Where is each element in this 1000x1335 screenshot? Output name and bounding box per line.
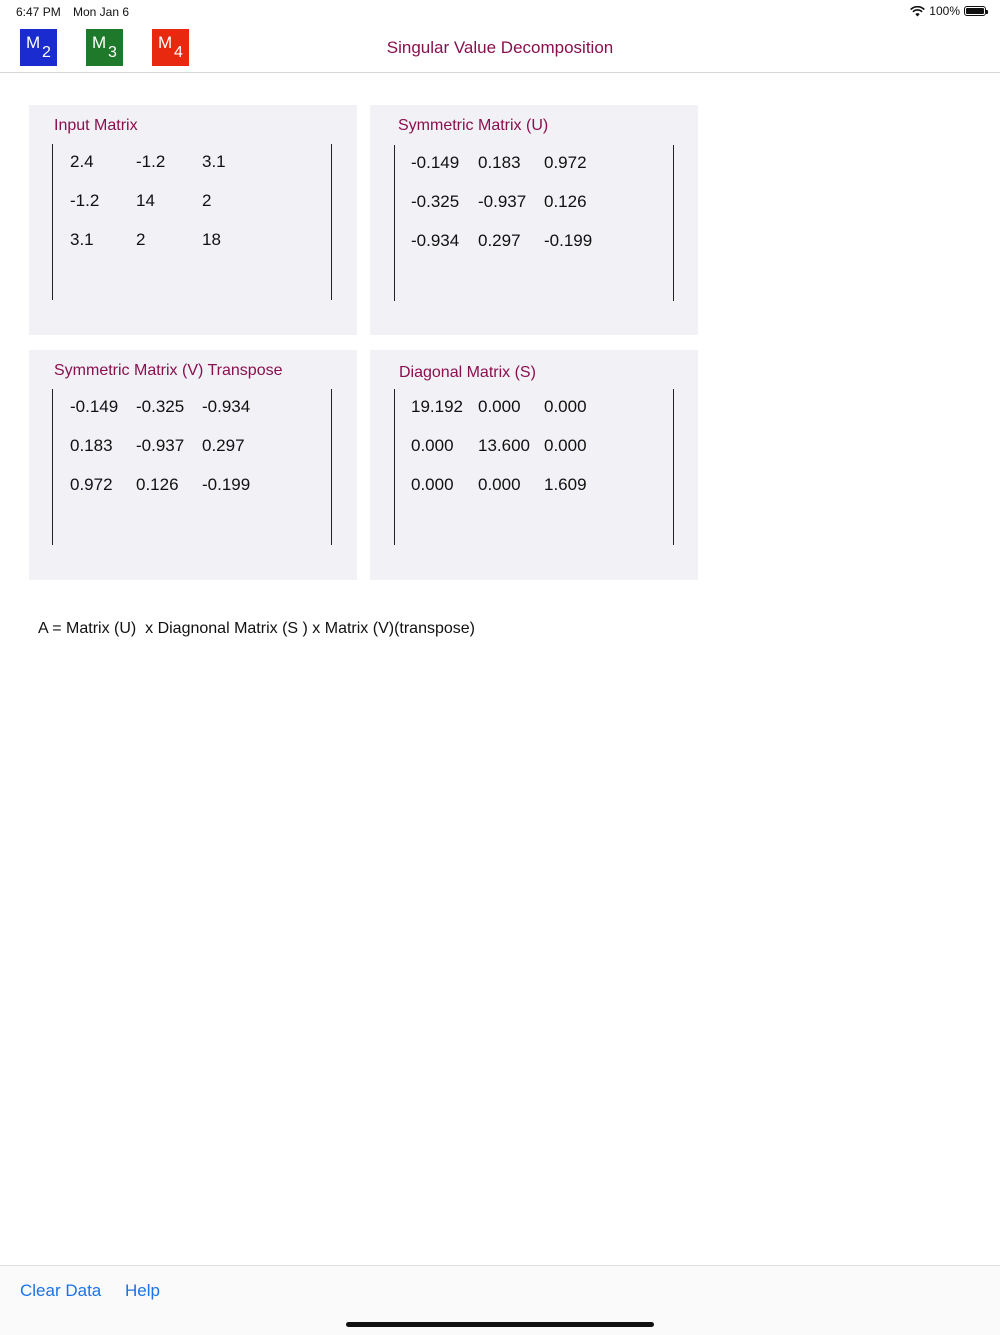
matrix-cell: 0.297 (478, 231, 521, 250)
matrix-cell: -0.934 (202, 397, 251, 416)
matrix-cell: 0.126 (544, 192, 587, 211)
matrix-cell: -0.325 (411, 192, 460, 211)
matrix-cell: 19.192 (411, 397, 463, 416)
matrix-cell: 0.000 (478, 475, 521, 494)
matrix-cell: -0.149 (70, 397, 119, 416)
matrix-right-bracket (673, 389, 674, 545)
matrix-cell: 13.600 (478, 436, 530, 455)
matrix-button-letter: M (92, 33, 107, 52)
status-bar (0, 0, 1000, 24)
matrix-right-bracket (673, 145, 674, 301)
svd-equation: A = Matrix (U) x Diagnonal Matrix (S ) x Matrix (V)(transpose) (38, 620, 475, 637)
matrix-cell: 0.183 (70, 436, 113, 455)
matrix-cell: -0.325 (136, 397, 185, 416)
vt-matrix-card (29, 350, 357, 580)
matrix-cell[interactable]: 18 (202, 230, 221, 249)
matrix-cell: -0.937 (136, 436, 185, 455)
input-matrix-card (29, 105, 357, 335)
matrix-cell[interactable]: -1.2 (70, 191, 100, 210)
clear-data-button[interactable]: Clear Data (20, 1281, 102, 1300)
matrix-cell: -0.937 (478, 192, 527, 211)
matrix-cell: 0.000 (478, 397, 521, 416)
matrix-cell: 0.972 (70, 475, 113, 494)
matrix-cell: 0.297 (202, 436, 245, 455)
home-indicator[interactable] (346, 1322, 654, 1327)
status-date: Mon Jan 6 (73, 5, 130, 19)
card-title: Symmetric Matrix (V) Transpose (54, 362, 283, 379)
matrix-cell: -0.199 (544, 231, 593, 250)
matrix-button-letter: M (158, 33, 173, 52)
navigation-bar (0, 24, 1000, 73)
matrix-cell[interactable]: 2.4 (70, 152, 94, 171)
matrix-button-size: 4 (174, 44, 183, 61)
matrix-cell: -0.149 (411, 153, 460, 172)
matrix-cell[interactable]: 2 (202, 191, 212, 210)
wifi-icon (910, 6, 925, 17)
matrix-left-bracket (52, 144, 53, 300)
matrix-cell[interactable]: 2 (136, 230, 146, 249)
matrix-cell: 0.972 (544, 153, 587, 172)
bottom-toolbar (0, 1265, 1000, 1335)
matrix-cell[interactable]: -1.2 (136, 152, 166, 171)
matrix-cell: 0.183 (478, 153, 521, 172)
battery-percentage: 100% (929, 4, 960, 18)
matrix-cell[interactable]: 14 (136, 191, 155, 210)
matrix-button-size: 3 (108, 44, 117, 61)
card-title: Diagonal Matrix (S) (399, 364, 536, 381)
matrix-cell: 1.609 (544, 475, 587, 494)
matrix-cell: 0.126 (136, 475, 179, 494)
matrix-right-bracket (331, 389, 332, 545)
battery-icon (964, 6, 986, 16)
page-title: Singular Value Decomposition (386, 38, 614, 57)
card-title: Symmetric Matrix (U) (398, 117, 549, 134)
matrix-right-bracket (331, 144, 332, 300)
matrix-button-size: 2 (42, 44, 51, 61)
s-matrix-card (370, 350, 698, 580)
matrix-left-bracket (394, 389, 395, 545)
matrix-cell[interactable]: 3.1 (202, 152, 226, 171)
status-time: 6:47 PM (16, 5, 61, 19)
matrix-cell: 0.000 (411, 436, 454, 455)
matrix-cell: 0.000 (544, 397, 587, 416)
card-title: Input Matrix (54, 117, 138, 134)
matrix-left-bracket (52, 389, 53, 545)
matrix-button-letter: M (26, 33, 41, 52)
matrix-cell: 0.000 (411, 475, 454, 494)
help-button[interactable]: Help (125, 1281, 160, 1300)
matrix-left-bracket (394, 145, 395, 301)
matrix-cell[interactable]: 3.1 (70, 230, 94, 249)
matrix-cell: -0.199 (202, 475, 251, 494)
matrix-cell: -0.934 (411, 231, 460, 250)
matrix-cell: 0.000 (544, 436, 587, 455)
status-right (910, 4, 986, 18)
u-matrix-card (370, 105, 698, 335)
